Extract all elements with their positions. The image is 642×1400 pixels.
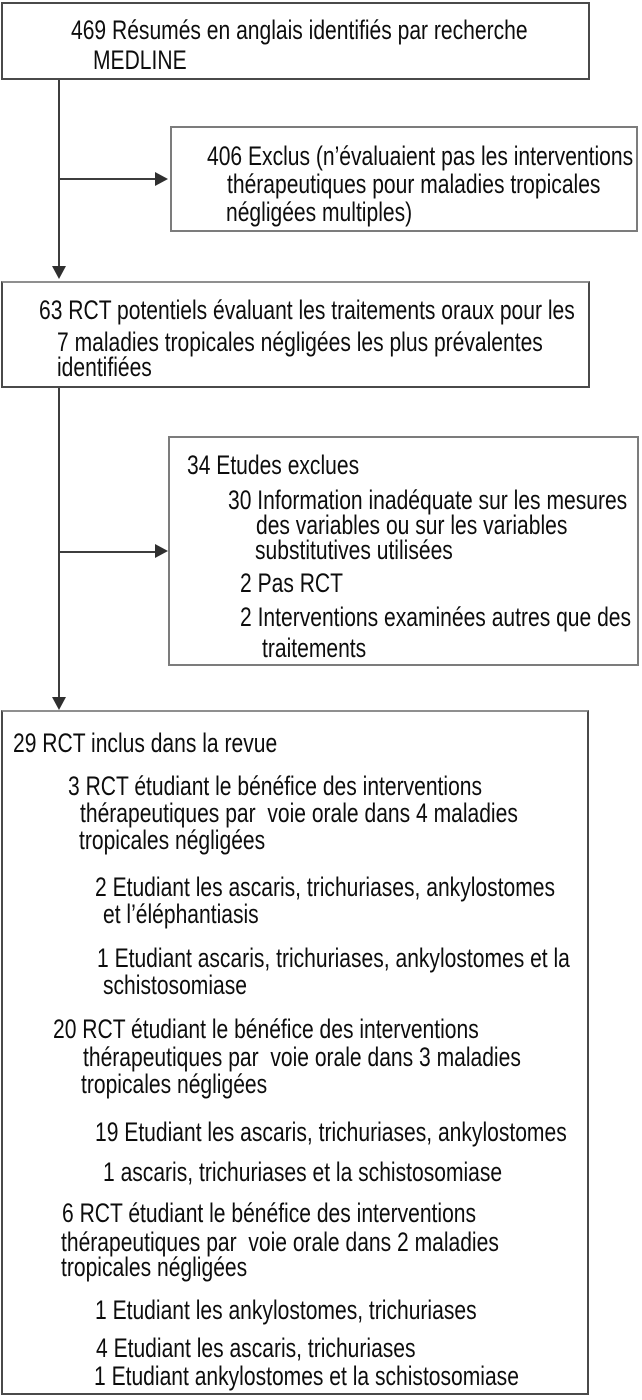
- text-line: 1 Etudiant les ankylostomes, trichuriases: [95, 1295, 477, 1325]
- box-included-rcts: [1, 710, 589, 1395]
- box-potential-rcts: [1, 281, 590, 388]
- text-line: 34 Etudes exclues: [187, 450, 360, 480]
- text-line: thérapeutiques par voie orale dans 4 maladies: [80, 798, 518, 828]
- text-line: négligées multiples): [226, 197, 413, 227]
- text-line: schistosomiase: [103, 970, 247, 1000]
- text-line: 469 Résumés en anglais identifiés par recherche: [71, 15, 528, 45]
- text-line: tropicales négligées: [61, 1252, 248, 1282]
- text-line: 2 Interventions examinées autres que des: [240, 602, 632, 632]
- text-line: tropicales négligées: [79, 825, 266, 855]
- text-line: tropicales négligées: [81, 1069, 268, 1099]
- text-line: 63 RCT potentiels évaluant les traitements oraux pour les: [39, 295, 575, 325]
- arrow-right-icon: [155, 544, 168, 558]
- text-line: substitutives utilisées: [255, 535, 453, 565]
- text-line: 29 RCT inclus dans la revue: [13, 728, 278, 758]
- text-line: 406 Exclus (n’évaluaient pas les interventions: [207, 141, 634, 171]
- text-line: traitements: [262, 633, 367, 663]
- arrow-identified-to-potential-line: [58, 80, 60, 266]
- text-line: 3 RCT étudiant le bénéfice des interventions: [68, 771, 483, 801]
- text-line: et l’éléphantiasis: [103, 899, 259, 929]
- text-line: 20 RCT étudiant le bénéfice des interventions: [53, 1014, 479, 1044]
- text-line: identifiées: [57, 352, 152, 382]
- text-line: thérapeutiques pour maladies tropicales: [227, 169, 601, 199]
- arrow-right-icon: [155, 172, 168, 186]
- text-line: thérapeutiques par voie orale dans 3 maladies: [83, 1042, 521, 1072]
- text-line: 7 maladies tropicales négligées les plus prévalentes: [57, 327, 543, 357]
- text-line: des variables ou sur les variables: [256, 510, 568, 540]
- text-line: 1 ascaris, trichuriases et la schistosomiase: [103, 1157, 503, 1187]
- text-line: thérapeutiques par voie orale dans 2 maladies: [61, 1227, 499, 1257]
- box-medline-identified: [1, 2, 590, 80]
- arrow-down-icon: [52, 697, 66, 710]
- text-line: 6 RCT étudiant le bénéfice des interventions: [62, 1198, 477, 1228]
- text-line: MEDLINE: [93, 45, 187, 75]
- text-line: 2 Etudiant les ascaris, trichuriases, ankylostomes: [95, 872, 556, 902]
- arrow-to-excluded-second-line: [59, 551, 155, 553]
- text-line: 2 Pas RCT: [240, 568, 343, 598]
- arrow-down-icon: [52, 266, 66, 279]
- text-line: 19 Etudiant les ascaris, trichuriases, ankylostomes: [95, 1117, 567, 1147]
- text-line: 1 Etudiant ankylostomes et la schistosomiase: [94, 1361, 519, 1391]
- arrow-potential-to-included-line: [58, 388, 60, 697]
- text-line: 30 Information inadéquate sur les mesures: [228, 485, 628, 515]
- arrow-to-excluded-first-line: [59, 178, 155, 180]
- box-excluded-full-review: [168, 436, 639, 666]
- text-line: 1 Etudiant ascaris, trichuriases, ankylostomes et la: [97, 943, 570, 973]
- box-excluded-first-screen: [170, 126, 638, 232]
- text-line: 4 Etudiant les ascaris, trichuriases: [96, 1333, 416, 1363]
